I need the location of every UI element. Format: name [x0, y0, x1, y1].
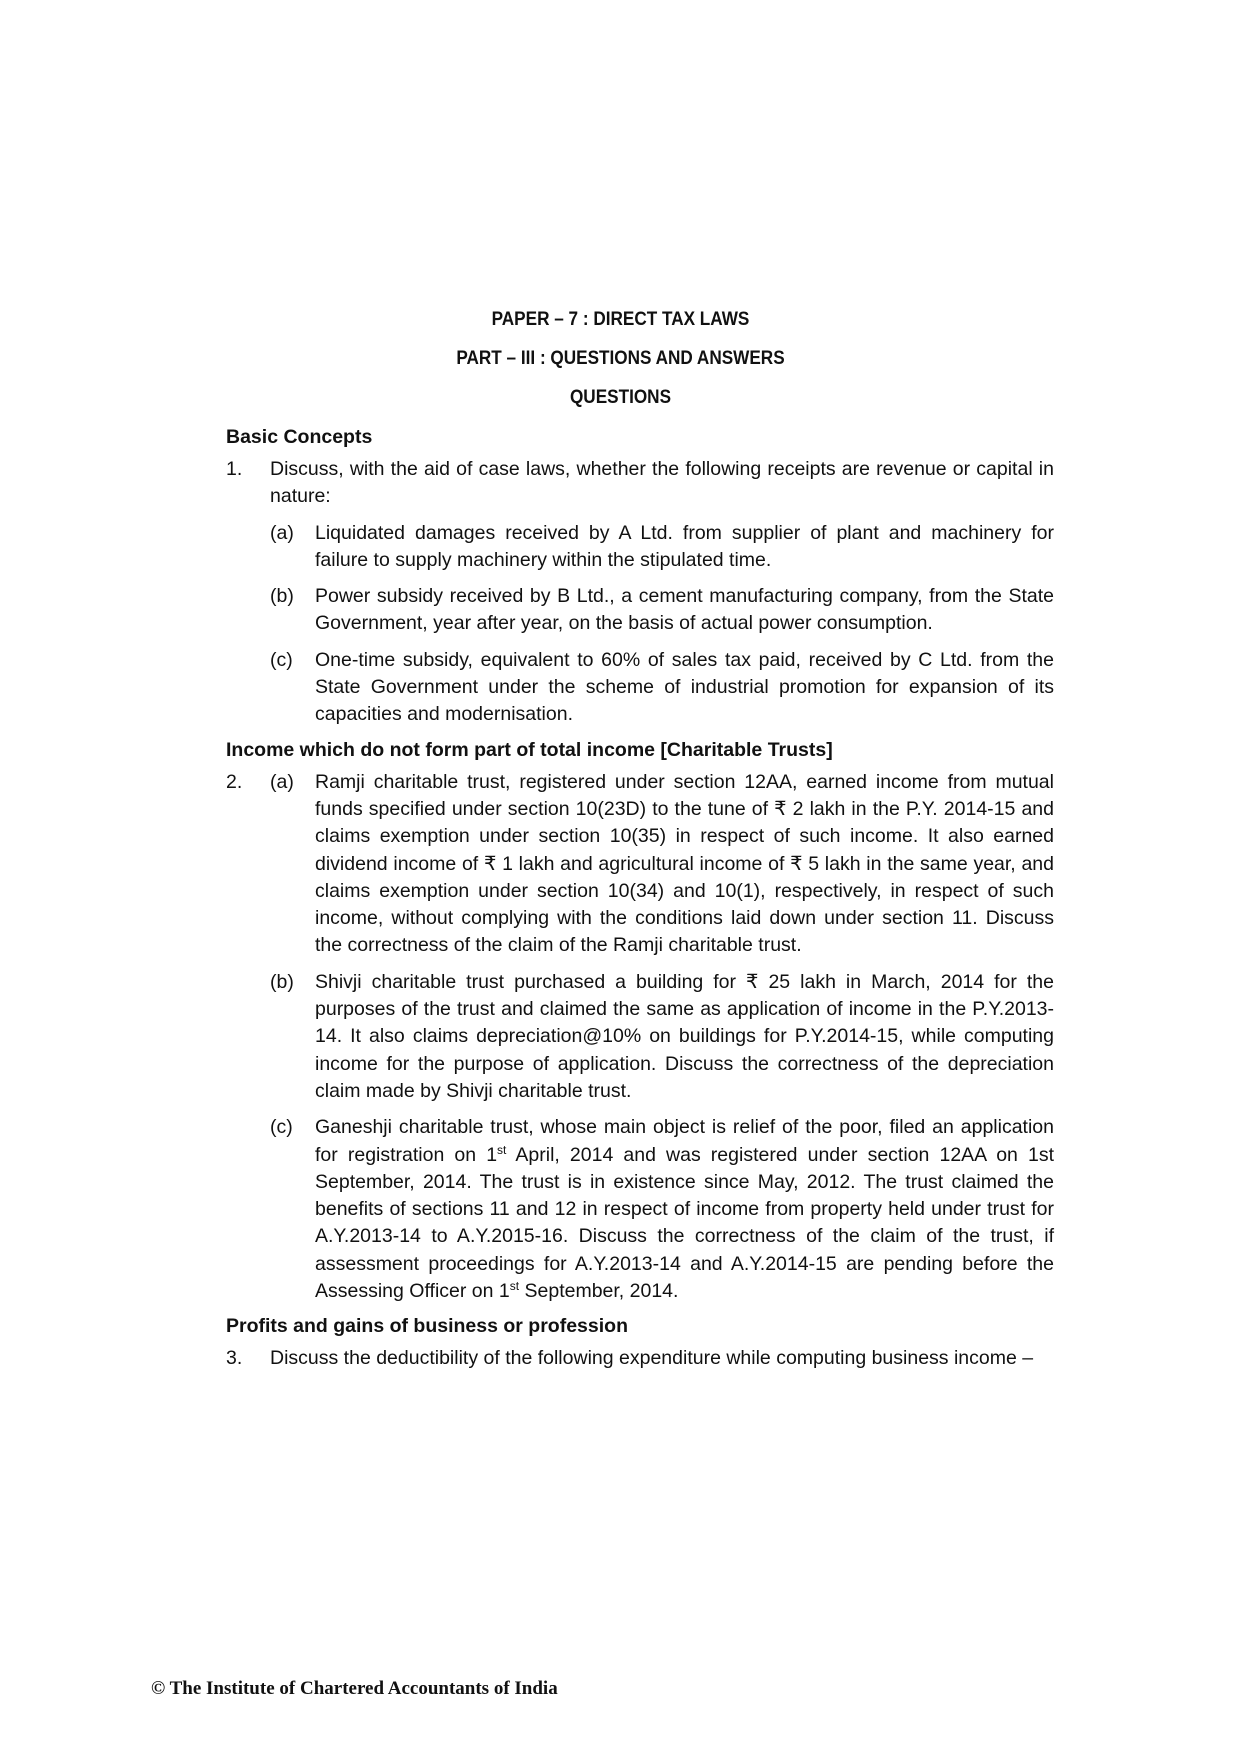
heading-charitable-trusts: Income which do not form part of total income [Charitable Trusts]	[226, 738, 833, 761]
item-text: Ramji charitable trust, registered under section 12AA, earned income from mutual funds specified under section 10(23D) to the tune of ₹ 2 lakh in the P.Y. 2014-15 and claims exemption under section 10(35) in respect of such income. It also earned dividend income of ₹ 1 lakh and agricultural income of ₹ 5 lakh in the same year, and claims exemption under section 10(34) and 10(1), respectively, in respect of such income, without complying with the conditions laid down under section 11. Discuss the correctness of the claim of the Ramji charitable trust.	[315, 770, 1054, 957]
questions-content	[226, 422, 1054, 1382]
question-3	[226, 1345, 1054, 1372]
text-part: Ganeshji charitable trust, whose main object is relief of the poor, filed an application for registration on 1	[315, 1116, 1054, 1166]
item-text	[315, 1114, 1054, 1305]
question-1a	[270, 520, 1054, 575]
paper-title: PAPER – 7 : DIRECT TAX LAWS	[491, 308, 750, 330]
title-block	[0, 300, 1241, 417]
item-text: One-time subsidy, equivalent to 60% of sales tax paid, received by C Ltd. from the State Government under the scheme of industrial promotion for expansion of its capacities and modernisation.	[315, 648, 1054, 726]
part-title: PART – III : QUESTIONS AND ANSWERS	[456, 347, 785, 369]
question-number: 3.	[226, 1347, 243, 1370]
superscript: st	[497, 1142, 507, 1157]
item-label: (b)	[270, 585, 294, 608]
question-1b	[270, 583, 1054, 638]
question-2a	[226, 769, 1054, 960]
question-2c	[270, 1114, 1054, 1305]
question-2b	[270, 969, 1054, 1105]
question-text: Discuss, with the aid of case laws, whether the following receipts are revenue or capital in nature:	[270, 458, 1054, 508]
item-label: (a)	[270, 521, 294, 544]
text-part: September, 2014.	[519, 1280, 679, 1303]
heading-basic-concepts: Basic Concepts	[226, 426, 373, 448]
question-1c	[270, 647, 1054, 729]
item-label: (c)	[270, 1116, 293, 1139]
item-label: (b)	[270, 970, 294, 993]
superscript: st	[509, 1279, 520, 1294]
item-label: (c)	[270, 648, 293, 671]
item-label: (a)	[270, 770, 294, 793]
item-text: Shivji charitable trust purchased a building for ₹ 25 lakh in March, 2014 for the purposes of the trust and claimed the same as application of income in the P.Y.2013-14. It also claims depreciation@10% on buildings for P.Y.2014-15, while computing income for the purpose of application. Discuss the correctness of the depreciation claim made by Shivji charitable trust.	[315, 970, 1054, 1102]
item-text: Power subsidy received by B Ltd., a cement manufacturing company, from the State Government, year after year, on the basis of actual power consumption.	[315, 585, 1054, 635]
question-text: Discuss the deductibility of the following expenditure while computing business income –	[270, 1347, 1034, 1370]
section-title: QUESTIONS	[569, 386, 672, 408]
copyright-footer: © The Institute of Chartered Accountants of India	[151, 1678, 558, 1699]
item-text: Liquidated damages received by A Ltd. from supplier of plant and machinery for failure to supply machinery within the stipulated time.	[315, 521, 1054, 571]
heading-business-profession: Profits and gains of business or profession	[226, 1315, 628, 1338]
question-number: 1.	[226, 458, 243, 480]
question-1	[226, 456, 1054, 511]
question-number: 2.	[226, 770, 243, 793]
text-part: April, 2014 and was registered under section 12AA on 1st September, 2014. The trust is in existence since May, 2012. The trust claimed the benefits of sections 11 and 12 in respect of income from property held under trust for A.Y.2013-14 to A.Y.2015-16. Discuss the correctness of the claim of the trust, if assessment proceedings for A.Y.2013-14 and A.Y.2014-15 are pending before the Assessing Officer on 1	[315, 1143, 1054, 1303]
